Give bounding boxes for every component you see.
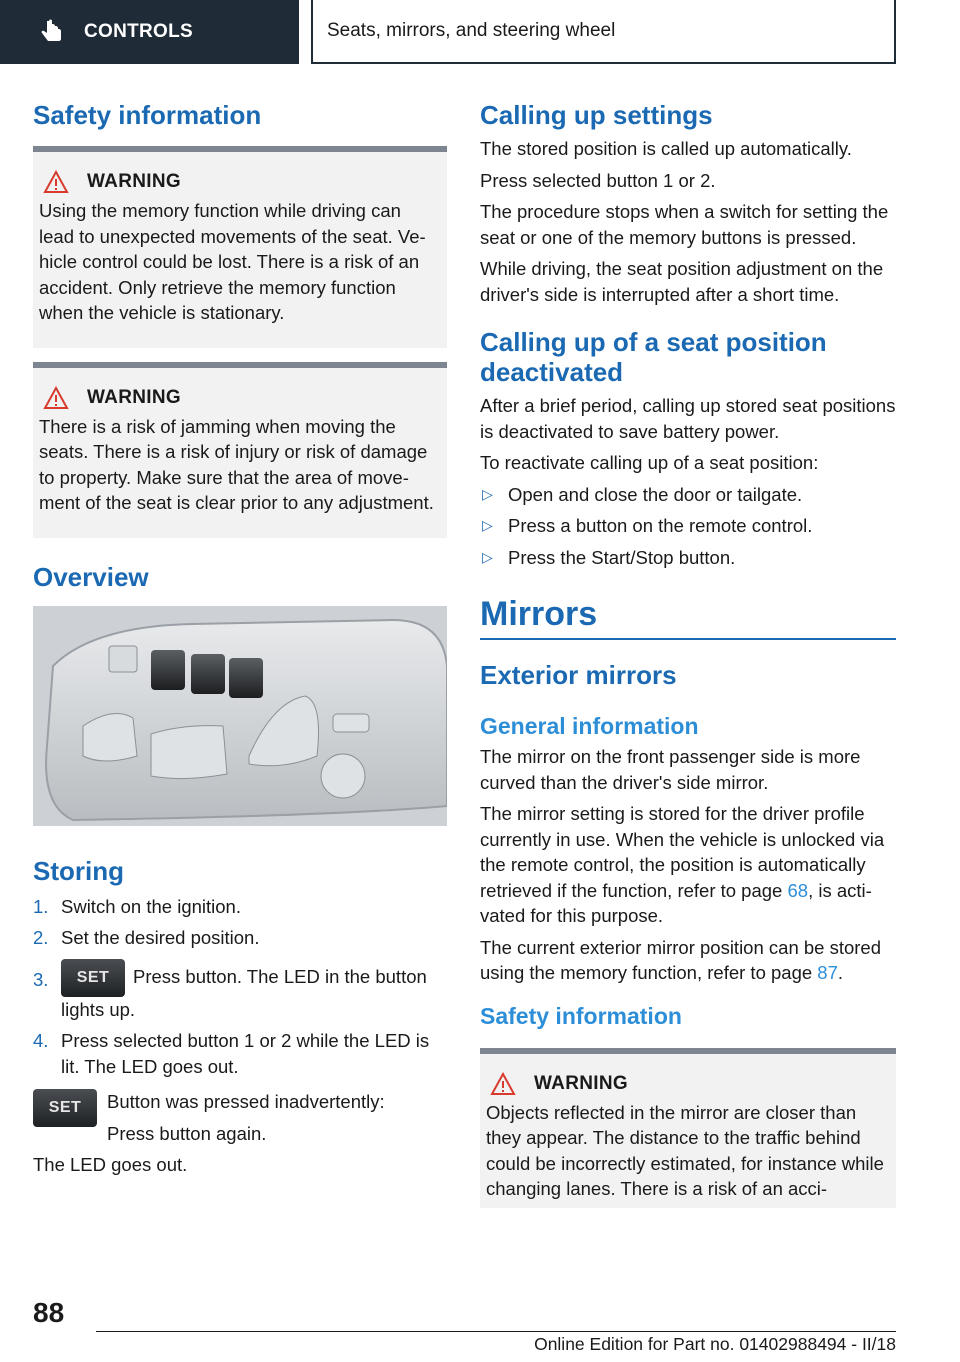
warning-box-mirror bbox=[480, 1048, 896, 1208]
warning-title: WARNING bbox=[87, 386, 181, 408]
warning-triangle-icon bbox=[490, 1072, 516, 1096]
inadvertent-note: SET Button was pressed inadvertently: Press button again. bbox=[33, 1089, 447, 1146]
edition-text: Online Edition for Part no. 01402988494 - II/18 bbox=[534, 1334, 896, 1354]
list-item: ▷ Open and close the door or tailgate. bbox=[480, 482, 896, 508]
warning-text: There is a risk of jamming when moving the seats. There is a risk of injury or risk of damage to property. Make sure that the area of movement of the seat is clear prior to any adjustment. bbox=[39, 415, 434, 513]
page-number: 88 bbox=[33, 1297, 65, 1328]
triangle-bullet-icon: ▷ bbox=[482, 548, 493, 565]
triangle-bullet-icon: ▷ bbox=[482, 517, 493, 533]
set-button-icon: SET bbox=[61, 959, 125, 997]
list-item: 1. Switch on the ignition. bbox=[33, 895, 241, 917]
list-item: 3. SET Press button. The LED in the button lights up. bbox=[33, 959, 447, 1023]
exterior-mirrors-heading: Exterior mirrors bbox=[480, 660, 677, 690]
warning-box-jamming bbox=[33, 362, 447, 538]
footer-divider bbox=[96, 1331, 896, 1332]
section-tab bbox=[0, 0, 299, 64]
warning-title: WARNING bbox=[534, 1072, 628, 1094]
warning-triangle-icon bbox=[43, 386, 69, 410]
warning-text: Using the memory function while driving can lead to unexpected movements of the seat. Vehicle control could be lost. There is a risk of an accident. Only retrieve the memory function when the vehicle is stationary. bbox=[39, 200, 426, 323]
left-column bbox=[33, 100, 447, 1178]
general-information-heading: General information bbox=[480, 713, 699, 739]
page-link-87[interactable]: 87 bbox=[817, 962, 838, 983]
calling-up-settings-heading: Calling up settings bbox=[480, 100, 713, 130]
warning-title: WARNING bbox=[87, 171, 181, 192]
mirror-setting-paragraph: The mirror setting is stored for the driver profile currently in use. When the vehicle is unlocked via the remote control, the position is automatically retrieved if the function, refer to page 68, is activated for this purpose. bbox=[480, 803, 885, 926]
seat-position-deactivated-heading: Calling up of a seat position deactivated bbox=[480, 327, 827, 387]
chapter-label: Seats, mirrors, and steering wheel bbox=[327, 20, 616, 41]
warning-box-memory bbox=[33, 146, 447, 348]
safety-information-heading: Safety information bbox=[33, 100, 262, 130]
seat-controls-illustration bbox=[33, 606, 447, 826]
set-button-icon: SET bbox=[33, 1089, 97, 1127]
seat-memory-buttons-photo bbox=[33, 606, 447, 826]
warning-triangle-icon bbox=[43, 170, 69, 194]
reactivate-list bbox=[480, 482, 896, 571]
chapter-tab bbox=[311, 0, 896, 64]
section-label: CONTROLS bbox=[84, 21, 194, 42]
mirrors-heading: Mirrors bbox=[480, 594, 896, 640]
storing-steps bbox=[33, 894, 447, 1080]
right-column: Calling up settings The stored position is called up automatically. Press selected button 1 or 2. The procedure stops when a switch for setting the seat or one of the memory buttons is pressed. While driving, the seat position adjustment on the driver's side is interrupted after a short time. Calling up of a seat position deactivated After a brief period, calling up stored seat positions is deactivated to save battery power. To reactivate calling up of a seat position: ▷ Open and close the door or tailgate. ▷ Press a button on the remote control. ▷ Press the Start/Stop button. Mirrors Exterior mirrors General information The mirror on the front passenger side is more curved than the driver's side mirror. The mirror setting is stored for the driver profile currently in use. When the vehicle is unlocked via the remote control, the position is automatically retrieved if the function, refer to page 68, is activated for this purpose. The current exterior mirror position can be stored using the memory function, refer to page 87. Safety information WARNING Objects reflected in the mirror are closer than they appear. The distance to the traffic behind could be incorrectly estimated, for instance while changing lanes. There is a risk of an acci- bbox=[480, 100, 896, 1208]
list-item: ▷ Press the Start/Stop button. bbox=[480, 545, 896, 571]
list-item: 2. Set the desired position. bbox=[33, 927, 260, 948]
triangle-bullet-icon: ▷ bbox=[482, 485, 493, 502]
overview-heading: Overview bbox=[33, 561, 149, 592]
led-out-text: The LED goes out. bbox=[33, 1154, 188, 1175]
page-link-68[interactable]: 68 bbox=[787, 879, 809, 901]
page-header bbox=[0, 0, 960, 66]
warning-text: Objects reflected in the mirror are closer than they appear. The distance to the traffic behind could be incorrectly estimated, for instance while changing lanes. There is a risk of an acci- bbox=[486, 1101, 884, 1199]
storing-heading: Storing bbox=[33, 855, 124, 886]
mirror-safety-heading: Safety information bbox=[480, 1002, 682, 1029]
hand-pointer-icon bbox=[38, 18, 66, 46]
list-item: 4. Press selected button 1 or 2 while the LED is lit. The LED goes out. bbox=[33, 1030, 430, 1077]
list-item: ▷ Press a button on the remote control. bbox=[480, 513, 896, 539]
memory-paragraph: The current exterior mirror position can be stored using the memory function, refer to page 87. bbox=[480, 936, 882, 983]
